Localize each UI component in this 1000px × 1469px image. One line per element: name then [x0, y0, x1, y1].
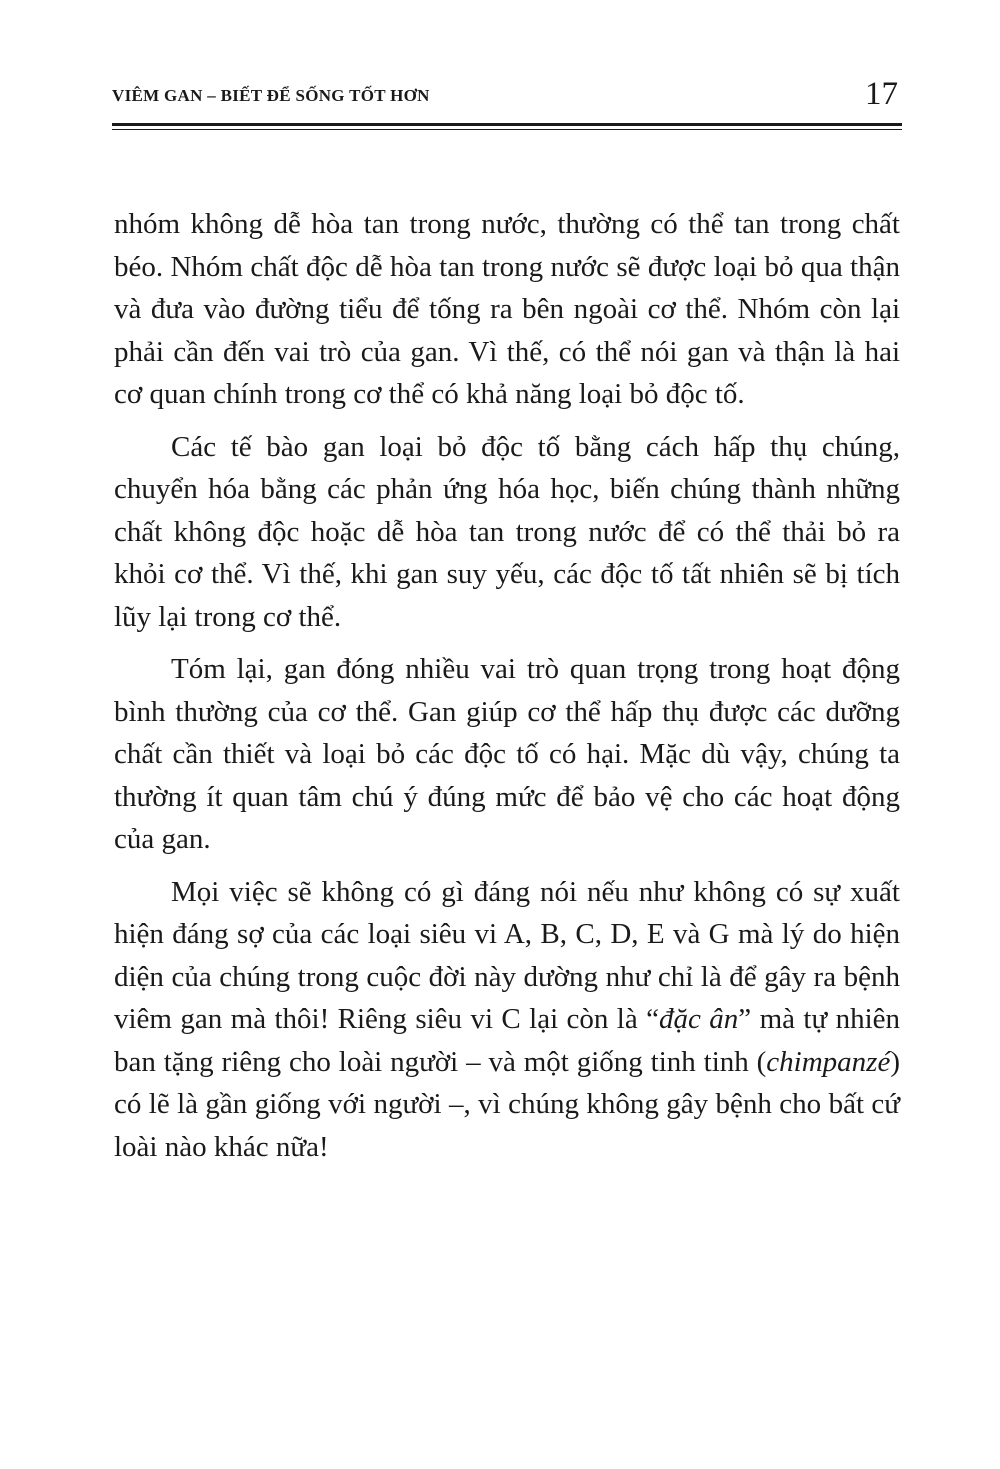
running-header	[112, 78, 902, 118]
paragraph-text: ” mà tự nhiên ban tặng riêng cho loài người – và một giống tinh tinh (	[114, 1003, 901, 1078]
header-rule-thin	[112, 129, 902, 130]
paragraph: Các tế bào gan loại bỏ độc tố bằng cách hấp thụ chúng, chuyển hóa bằng các phản ứng hóa học, biến chúng thành những chất không độc hoặc dễ hòa tan trong nước để có thể thải bỏ ra khỏi cơ thể. Vì thế, khi gan suy yếu, các độc tố tất nhiên sẽ bị tích lũy lại trong cơ thể.	[114, 430, 900, 633]
paragraph-text: Mọi việc sẽ không có gì đáng nói nếu như không có sự xuất hiện đáng sợ của các loại siêu vi A, B, C, D, E và G mà lý do hiện diện của chúng trong cuộc đời này dường như chỉ là để gây ra bệnh viêm gan mà thôi! Riêng siêu vi C lại còn là “	[114, 875, 900, 1035]
running-header-title: VIÊM GAN – BIẾT ĐỂ SỐNG TỐT HƠN	[112, 86, 430, 105]
page-number: 17	[865, 76, 898, 112]
italic-term: chimpanzé	[766, 1045, 891, 1078]
body-text	[114, 203, 900, 1178]
paragraph	[114, 871, 900, 1169]
header-rule-thick	[112, 123, 902, 126]
italic-term: đặc ân	[659, 1003, 739, 1035]
paragraph: Tóm lại, gan đóng nhiều vai trò quan trọng trong hoạt động bình thường của cơ thể. Gan giúp cơ thể hấp thụ được các dưỡng chất cần thiết và loại bỏ các độc tố có hại. Mặc dù vậy, chúng ta thường ít quan tâm chú ý đúng mức để bảo vệ cho các hoạt động của gan.	[114, 653, 900, 855]
paragraph-text: ) có lẽ là gần giống với người –, vì chúng không gây bệnh cho bất cứ loài nào khác nữa!	[114, 1045, 900, 1163]
paragraph: nhóm không dễ hòa tan trong nước, thường có thể tan trong chất béo. Nhóm chất độc dễ hòa tan trong nước sẽ được loại bỏ qua thận và đưa vào đường tiểu để tống ra bên ngoài cơ thể. Nhóm còn lại phải cần đến vai trò của gan. Vì thế, có thể nói gan và thận là hai cơ quan chính trong cơ thể có khả năng loại bỏ độc tố.	[114, 208, 900, 410]
